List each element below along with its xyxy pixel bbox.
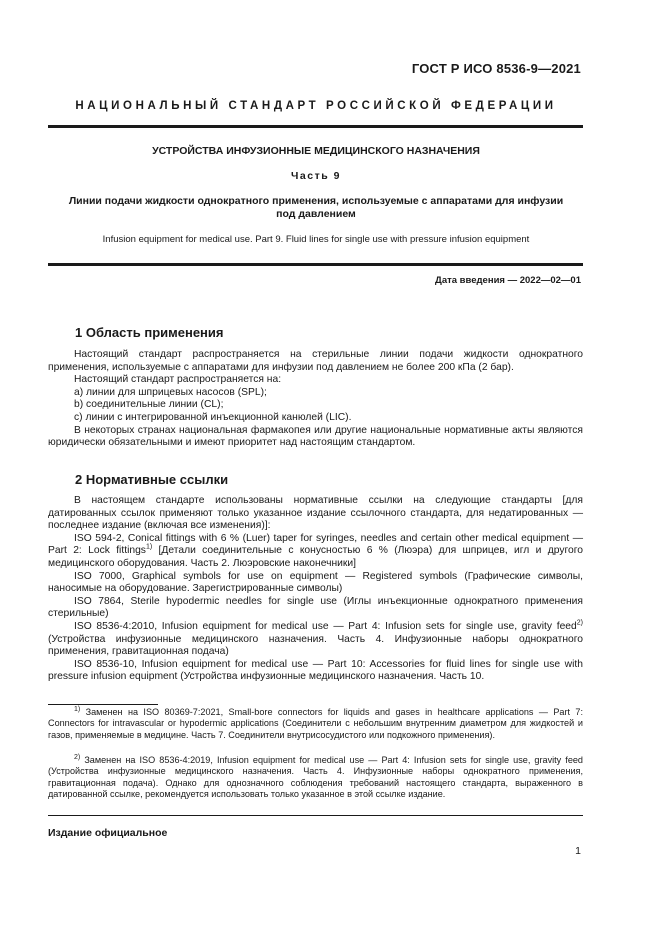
- section-2-intro: В настоящем стандарте использованы нормативные ссылки на следующие стандарты [для датированных ссылок применяют только указанное издание ссылочного стандарта, для недатированных — последнее издание (включая все изменения)]:: [48, 495, 583, 532]
- footnote-divider: [48, 704, 158, 705]
- document-part: Часть 9: [291, 170, 341, 182]
- official-edition-label: Издание официальное: [48, 827, 168, 839]
- section-1-body: [48, 349, 583, 450]
- list-item: а) линии для шприцевых насосов (SPL);: [74, 386, 267, 398]
- title-divider: [48, 263, 583, 266]
- footnote-2: $^{2)}$ Заменен на ISO 8536-4:2019, Infusion equipment for medical use — Part 4: Infusion sets for single use, gravity feed (Устройства инфузионные медицинского назначения. Часть 4. Инфузионные наборы однократного применения, гравитационная подача). Однако для однозначного соблюдения требований настоящего стандарта, выраженного в датированной ссылке, рекомендуется использовать только указанное в этой ссылке издание.: [48, 753, 583, 799]
- footnote-marker: 2): [576, 619, 583, 627]
- page-number: 1: [575, 845, 581, 857]
- section-1-heading: 1 Область применения: [75, 325, 224, 340]
- section-1-paragraph: В некоторых странах национальная фармакопея или другие национальные нормативные акты являются юридически обязательными и имеют приоритет над настоящим стандартом.: [48, 424, 583, 449]
- reference-item: ISO 7864, Sterile hypodermic needles for single use (Иглы инъекционные однократного применения стерильные): [48, 595, 583, 620]
- reference-item: ISO 594-2, Conical fittings with 6 % (Luer) taper for syringes, needles and certain other medical equipment — Part 2: Lock fittings$^{1)}$ [Детали соединительные с конусностью 6 % (Люэра) для шприцев, игл и другого медицинского оборудования. Часть 2. Люэровские наконечники]: [48, 532, 583, 569]
- footnote-marker: 1): [74, 705, 81, 713]
- document-id: ГОСТ Р ИСО 8536-9—2021: [411, 61, 581, 76]
- reference-item: ISO 8536-4:2010, Infusion equipment for medical use — Part 4: Infusion sets for single use, gravity feed$^{2)}$ (Устройства инфузионные медицинского назначения. Часть 4. Инфузионные наборы однократного применения, гравитационная подача): [48, 619, 583, 658]
- list-item: b) соединительные линии (CL);: [74, 399, 224, 411]
- list-item: c) линии с интегрированной инъекционной канюлей (LIC).: [74, 411, 352, 423]
- document-title: УСТРОЙСТВА ИНФУЗИОННЫЕ МЕДИЦИНСКОГО НАЗНАЧЕНИЯ: [152, 145, 480, 157]
- footnote-1: $^{1)}$ Заменен на ISO 80369-7:2021, Small-bore connectors for liquids and gases in healthcare applications — Part 7: Connectors for intravascular or hypodermic applications (Соединители с небольшим внутренним диаметром для жидкостей и газов, применяемые в медицине. Часть 7. Соединители внутрисосудистого или подкожного применения).: [48, 705, 583, 740]
- section-2-body: [48, 495, 583, 684]
- introduction-date: Дата введения — 2022—02—01: [435, 275, 581, 286]
- footer-divider: [48, 815, 583, 816]
- reference-item: ISO 7000, Graphical symbols for use on equipment — Registered symbols (Графические символы, наносимые на оборудование. Зарегистрированные символы): [48, 570, 583, 595]
- reference-item: ISO 8536-10, Infusion equipment for medical use — Part 10: Accessories for fluid lines for single use with pressure infusion equipment (Устройства инфузионные медицинского назначения. Часть 10.: [48, 658, 583, 683]
- section-1-paragraph: Настоящий стандарт распространяется на стерильные линии подачи жидкости однократного применения, используемые с аппаратами для инфузии под давлением не более 200 кПа (2 бар).: [48, 349, 583, 373]
- english-title: Infusion equipment for medical use. Part 9. Fluid lines for single use with pressure infusion equipment: [102, 234, 530, 245]
- footnote-marker: 2): [74, 753, 81, 761]
- document-subtitle: Линии подачи жидкости однократного применения, используемые с аппаратами для инфузии под давлением: [68, 195, 564, 220]
- section-1-paragraph: Настоящий стандарт распространяется на:: [74, 374, 282, 386]
- national-standard-heading: НАЦИОНАЛЬНЫЙ СТАНДАРТ РОССИЙСКОЙ ФЕДЕРАЦИИ: [75, 100, 557, 112]
- footnote-marker: 1): [145, 543, 153, 551]
- section-2-heading: 2 Нормативные ссылки: [75, 472, 229, 487]
- header-divider: [48, 125, 583, 128]
